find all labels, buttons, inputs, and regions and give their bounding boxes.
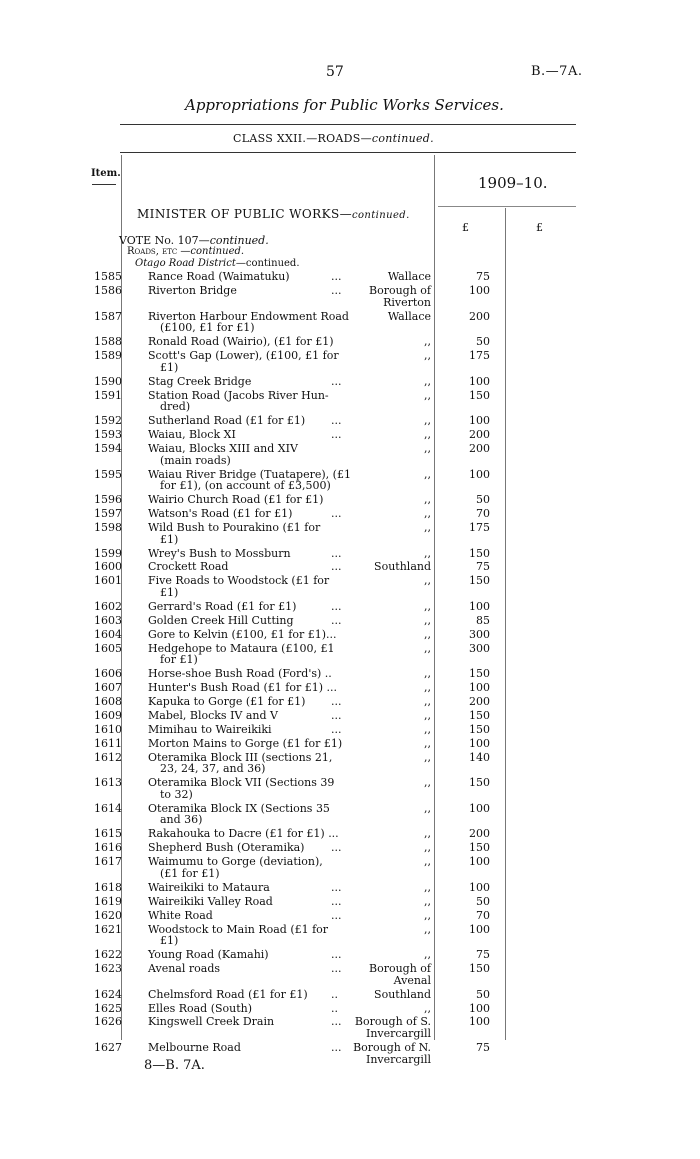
- class-heading-continued: continued.: [371, 132, 434, 145]
- district-name: Invercargill: [366, 1052, 431, 1066]
- table-row: [0, 910, 700, 922]
- table-row: [0, 643, 700, 666]
- amount-value: 100: [469, 736, 490, 750]
- item-description: Waireikiki to Mataura: [148, 880, 270, 894]
- leader-dots: ..: [331, 1001, 338, 1015]
- amount-value: 100: [469, 880, 490, 894]
- item-description: Wairio Church Road (£1 for £1): [148, 493, 324, 507]
- leader-dots: ...: [331, 908, 342, 922]
- item-number: 1618: [94, 880, 122, 894]
- amount-value: 150: [469, 574, 490, 588]
- item-number: 1614: [94, 801, 122, 815]
- item-number: 1625: [94, 1001, 122, 1015]
- table-row: [0, 856, 700, 879]
- amount-value: 100: [469, 467, 490, 481]
- district-name: ,,: [424, 349, 431, 362]
- amount-value: 150: [469, 708, 490, 722]
- amount-value: 75: [476, 270, 490, 283]
- district-name: ,,: [424, 801, 431, 815]
- district-name: Borough of: [369, 962, 431, 975]
- item-number: 1615: [94, 827, 122, 841]
- item-description: (main roads): [160, 453, 231, 467]
- item-number: 1595: [94, 467, 122, 481]
- item-number: 1592: [94, 414, 122, 428]
- district-name: ,,: [424, 574, 431, 588]
- district-name: ,,: [424, 722, 431, 736]
- district-name: ,,: [424, 599, 431, 613]
- table-row: [0, 803, 700, 826]
- item-description: Station Road (Jacobs River Hun-: [148, 388, 329, 402]
- district-name: ,,: [424, 908, 431, 922]
- item-description: Scott's Gap (Lower), (£100, £1 for: [148, 349, 339, 362]
- item-number: 1603: [94, 613, 122, 627]
- item-number: 1596: [94, 493, 122, 507]
- item-number: 1619: [94, 894, 122, 908]
- item-number: 1606: [94, 667, 122, 681]
- item-number: 1589: [94, 349, 122, 362]
- district-heading-continued: —continued.: [235, 258, 300, 269]
- leader-dots: ...: [331, 841, 342, 855]
- class-heading: [233, 132, 434, 145]
- item-description: 23, 24, 37, and 36): [160, 762, 266, 776]
- pound-column-1: £: [462, 221, 469, 234]
- item-number: 1620: [94, 908, 122, 922]
- table-row: [0, 522, 700, 545]
- amount-value: 50: [476, 894, 490, 908]
- item-description: Riverton Bridge: [148, 283, 237, 297]
- item-number: 1621: [94, 922, 122, 936]
- district-name: ,,: [424, 894, 431, 908]
- amount-value: 100: [469, 855, 490, 869]
- district-name: ,,: [424, 776, 431, 790]
- item-number: 1610: [94, 722, 122, 736]
- item-number: 1616: [94, 841, 122, 855]
- district-name: Southland: [374, 560, 431, 574]
- item-description: Waiau, Blocks XIII and XIV: [148, 441, 298, 455]
- item-description: White Road: [148, 908, 213, 922]
- item-description: Stag Creek Bridge: [148, 374, 252, 388]
- table-row: [0, 271, 700, 283]
- leader-dots: ...: [331, 880, 342, 894]
- leader-dots: ...: [331, 948, 342, 962]
- amount-value: 50: [476, 335, 490, 349]
- table-row: [0, 949, 700, 961]
- item-description: Sutherland Road (£1 for £1): [148, 414, 306, 428]
- item-number: 1608: [94, 695, 122, 708]
- class-rule: [120, 152, 576, 153]
- item-description: Crockett Road: [148, 560, 229, 574]
- amount-value: 100: [469, 283, 490, 297]
- amount-value: 200: [469, 309, 490, 323]
- district-heading: [135, 258, 300, 269]
- table-row: [0, 1003, 700, 1015]
- item-description: Wrey's Bush to Mossburn: [148, 546, 291, 560]
- district-name: ,,: [424, 841, 431, 855]
- amount-value: 175: [469, 349, 490, 362]
- table-row: [0, 285, 700, 308]
- amount-value: 100: [469, 1015, 490, 1029]
- item-description: Oteramika Block VII (Sections 39: [148, 776, 335, 790]
- amount-value: 100: [469, 599, 490, 613]
- table-row: [0, 629, 700, 641]
- item-number: 1587: [94, 309, 122, 323]
- leader-dots: ...: [331, 962, 342, 975]
- item-description: Kapuka to Gorge (£1 for £1): [148, 695, 306, 708]
- district-name: ,,: [424, 736, 431, 750]
- item-number: 1591: [94, 388, 122, 402]
- table-row: [0, 682, 700, 694]
- amount-value: 50: [476, 987, 490, 1001]
- roads-heading-continued: continued.: [190, 246, 245, 257]
- vote-heading-continued: continued.: [209, 234, 269, 247]
- amount-value: 75: [476, 948, 490, 962]
- item-description: Waiau, Block XI: [148, 428, 236, 441]
- item-description: Golden Creek Hill Cutting: [148, 613, 294, 627]
- item-header-underline: [92, 184, 116, 185]
- leader-dots: ...: [331, 374, 342, 388]
- district-name: ,,: [424, 467, 431, 481]
- district-name: ,,: [424, 441, 431, 455]
- district-name: ,,: [424, 374, 431, 388]
- amount-value: 150: [469, 776, 490, 790]
- district-name: ,,: [424, 493, 431, 507]
- table-row: [0, 601, 700, 613]
- item-number: 1623: [94, 962, 122, 975]
- amount-value: 200: [469, 695, 490, 708]
- amount-value: 300: [469, 627, 490, 641]
- table-row: [0, 469, 700, 492]
- item-description: Gore to Kelvin (£100, £1 for £1)...: [148, 627, 337, 641]
- table-row: [0, 752, 700, 775]
- amount-value: 50: [476, 493, 490, 507]
- table-row: [0, 390, 700, 413]
- item-number: 1612: [94, 750, 122, 764]
- district-name: Southland: [374, 987, 431, 1001]
- table-row: [0, 710, 700, 722]
- amount-value: 150: [469, 722, 490, 736]
- item-description: Avenal roads: [148, 962, 221, 975]
- table-row: [0, 415, 700, 427]
- district-name: Avenal: [393, 973, 431, 987]
- table-row: [0, 963, 700, 986]
- year-rule: [438, 206, 576, 207]
- vote-heading-text: VOTE No. 107—: [119, 234, 210, 247]
- item-description: Woodstock to Main Road (£1 for: [148, 922, 329, 936]
- item-number: 1624: [94, 987, 122, 1001]
- table-row: [0, 696, 700, 708]
- amount-value: 200: [469, 827, 490, 841]
- table-row: [0, 896, 700, 908]
- district-name: ,,: [424, 428, 431, 441]
- district-name: ,,: [424, 546, 431, 560]
- item-description: Waimumu to Gorge (deviation),: [148, 855, 323, 869]
- district-name: Riverton: [383, 295, 431, 309]
- leader-dots: ...: [331, 270, 342, 283]
- leader-dots: ...: [331, 894, 342, 908]
- item-description: £1): [160, 934, 179, 948]
- item-number: 1598: [94, 520, 122, 534]
- amount-value: 100: [469, 681, 490, 695]
- item-description: Oteramika Block IX (Sections 35: [148, 801, 330, 815]
- item-number: 1626: [94, 1015, 122, 1029]
- leader-dots: ...: [331, 599, 342, 613]
- item-description: (£1 for £1): [160, 866, 220, 880]
- item-number: 1597: [94, 507, 122, 520]
- item-description: Waiau River Bridge (Tuatapere), (£1: [148, 467, 351, 481]
- district-name: ,,: [424, 827, 431, 841]
- roads-heading: [127, 246, 244, 257]
- item-description: Mabel, Blocks IV and V: [148, 708, 278, 722]
- district-name: Borough of S.: [354, 1015, 431, 1029]
- district-name: ,,: [424, 922, 431, 936]
- leader-dots: ...: [331, 708, 342, 722]
- leader-dots: ...: [331, 1015, 342, 1029]
- amount-value: 150: [469, 841, 490, 855]
- district-name: Wallace: [387, 270, 431, 283]
- page-title: Appropriations for Public Works Services.: [185, 96, 504, 114]
- item-description: Melbourne Road: [148, 1041, 241, 1054]
- table-row: [0, 738, 700, 750]
- amount-value: 70: [476, 908, 490, 922]
- item-number: 1607: [94, 681, 122, 695]
- item-number: 1604: [94, 627, 122, 641]
- leader-dots: ...: [331, 1041, 342, 1054]
- item-description: Young Road (Kamahi): [148, 948, 269, 962]
- table-row: [0, 724, 700, 736]
- leader-dots: ...: [331, 560, 342, 574]
- amount-value: 85: [476, 613, 490, 627]
- table-row: [0, 561, 700, 573]
- item-number: 1609: [94, 708, 122, 722]
- amount-value: 70: [476, 507, 490, 520]
- amount-value: 175: [469, 520, 490, 534]
- item-description: Ronald Road (Wairio), (£1 for £1): [148, 335, 334, 349]
- item-description: for £1), (on account of £3,500): [160, 479, 331, 493]
- table-row: [0, 828, 700, 840]
- item-description: Hedgehope to Mataura (£100, £1: [148, 641, 335, 655]
- table-row: [0, 882, 700, 894]
- amount-value: 100: [469, 1001, 490, 1015]
- district-name: ,,: [424, 613, 431, 627]
- item-description: dred): [160, 400, 191, 414]
- amount-value: 100: [469, 374, 490, 388]
- district-name: Wallace: [387, 309, 431, 323]
- item-description: £1): [160, 360, 179, 374]
- table-row: [0, 311, 700, 334]
- table-row: [0, 1042, 700, 1065]
- amount-value: 200: [469, 428, 490, 441]
- item-description: Watson's Road (£1 for £1): [148, 507, 293, 520]
- leader-dots: ...: [331, 695, 342, 708]
- leader-dots: ...: [331, 428, 342, 441]
- table-row: [0, 443, 700, 466]
- item-description: £1): [160, 585, 179, 599]
- table-row: [0, 508, 700, 520]
- district-name: ,,: [424, 627, 431, 641]
- ministry-heading-continued: continued.: [351, 210, 410, 221]
- item-number: 1622: [94, 948, 122, 962]
- item-description: (£100, £1 for £1): [160, 321, 255, 335]
- class-heading-text: CLASS XXII.—ROADS—: [233, 132, 372, 145]
- item-number: 1590: [94, 374, 122, 388]
- item-column-header: Item.: [91, 168, 121, 179]
- item-description: Wild Bush to Pourakino (£1 for: [148, 520, 321, 534]
- leader-dots: ...: [331, 283, 342, 297]
- amount-value: 100: [469, 922, 490, 936]
- year-heading: 1909–10.: [478, 174, 548, 192]
- ministry-heading: [137, 207, 410, 221]
- ministry-heading-text: MINISTER OF PUBLIC WORKS—: [137, 207, 352, 221]
- item-description: Oteramika Block III (sections 21,: [148, 750, 333, 764]
- district-name: ,,: [424, 335, 431, 349]
- item-number: 1611: [94, 736, 122, 750]
- item-description: to 32): [160, 787, 193, 801]
- amount-value: 150: [469, 962, 490, 975]
- table-row: [0, 548, 700, 560]
- district-name: ,,: [424, 507, 431, 520]
- item-description: Kingswell Creek Drain: [148, 1015, 275, 1029]
- item-description: for £1): [160, 653, 198, 667]
- district-name: Borough of: [369, 283, 431, 297]
- item-description: Morton Mains to Gorge (£1 for £1): [148, 736, 343, 750]
- amount-value: 100: [469, 801, 490, 815]
- amount-value: 75: [476, 560, 490, 574]
- district-name: ,,: [424, 948, 431, 962]
- district-name: Invercargill: [366, 1027, 431, 1041]
- leader-dots: ...: [331, 414, 342, 428]
- table-row: [0, 924, 700, 947]
- district-name: ,,: [424, 750, 431, 764]
- item-description: £1): [160, 532, 179, 546]
- item-description: Rance Road (Waimatuku): [148, 270, 290, 283]
- item-number: 1600: [94, 560, 122, 574]
- table-row: [0, 350, 700, 373]
- item-description: Mimihau to Waireikiki: [148, 722, 272, 736]
- table-row: [0, 376, 700, 388]
- document-reference: B.—7A.: [531, 64, 583, 79]
- district-name: ,,: [424, 414, 431, 428]
- table-row: [0, 777, 700, 800]
- item-number: 1627: [94, 1041, 122, 1054]
- item-description: Hunter's Bush Road (£1 for £1) ...: [148, 681, 338, 695]
- item-number: 1605: [94, 641, 122, 655]
- item-number: 1594: [94, 441, 122, 455]
- district-name: ,,: [424, 667, 431, 681]
- item-number: 1588: [94, 335, 122, 349]
- table-row: [0, 575, 700, 598]
- page-number: 57: [326, 64, 344, 80]
- item-description: Riverton Harbour Endowment Road: [148, 309, 349, 323]
- leader-dots: ..: [331, 987, 338, 1001]
- roads-heading-text: Roads, etc —: [127, 246, 191, 257]
- amount-value: 200: [469, 441, 490, 455]
- item-number: 1593: [94, 428, 122, 441]
- item-description: Five Roads to Woodstock (£1 for: [148, 574, 330, 588]
- amount-value: 150: [469, 388, 490, 402]
- item-number: 1586: [94, 283, 122, 297]
- item-description: Horse-shoe Bush Road (Ford's) ..: [148, 667, 332, 681]
- table-row: [0, 494, 700, 506]
- amount-value: 150: [469, 667, 490, 681]
- table-row: [0, 1016, 700, 1039]
- table-row: [0, 429, 700, 441]
- leader-dots: ...: [331, 613, 342, 627]
- district-name: ,,: [424, 855, 431, 869]
- item-description: Elles Road (South): [148, 1001, 253, 1015]
- amount-value: 75: [476, 1041, 490, 1054]
- pound-column-2: £: [536, 221, 543, 234]
- district-name: Borough of N.: [353, 1041, 431, 1054]
- district-name: ,,: [424, 520, 431, 534]
- item-number: 1599: [94, 546, 122, 560]
- item-number: 1617: [94, 855, 122, 869]
- amount-value: 140: [469, 750, 490, 764]
- district-name: ,,: [424, 641, 431, 655]
- table-row: [0, 842, 700, 854]
- district-name: ,,: [424, 880, 431, 894]
- page-footer: 8—B. 7A.: [144, 1058, 205, 1073]
- item-number: 1613: [94, 776, 122, 790]
- table-row: [0, 668, 700, 680]
- item-description: Chelmsford Road (£1 for £1): [148, 987, 308, 1001]
- item-description: Shepherd Bush (Oteramika): [148, 841, 305, 855]
- district-name: ,,: [424, 695, 431, 708]
- amount-value: 300: [469, 641, 490, 655]
- item-number: 1585: [94, 270, 122, 283]
- item-description: Waireikiki Valley Road: [148, 894, 273, 908]
- amount-value: 100: [469, 414, 490, 428]
- district-heading-text: Otago Road District: [135, 258, 236, 269]
- table-row: [0, 336, 700, 348]
- leader-dots: ...: [331, 722, 342, 736]
- title-rule: [120, 124, 576, 125]
- table-row: [0, 615, 700, 627]
- item-number: 1601: [94, 574, 122, 588]
- item-description: Gerrard's Road (£1 for £1): [148, 599, 297, 613]
- item-description: and 36): [160, 813, 203, 827]
- table-row: [0, 989, 700, 1001]
- amount-value: 150: [469, 546, 490, 560]
- item-number: 1602: [94, 599, 122, 613]
- district-name: ,,: [424, 708, 431, 722]
- leader-dots: ...: [331, 546, 342, 560]
- district-name: ,,: [424, 388, 431, 402]
- leader-dots: ...: [331, 507, 342, 520]
- district-name: ,,: [424, 1001, 431, 1015]
- item-description: Rakahouka to Dacre (£1 for £1) ...: [148, 827, 339, 841]
- district-name: ,,: [424, 681, 431, 695]
